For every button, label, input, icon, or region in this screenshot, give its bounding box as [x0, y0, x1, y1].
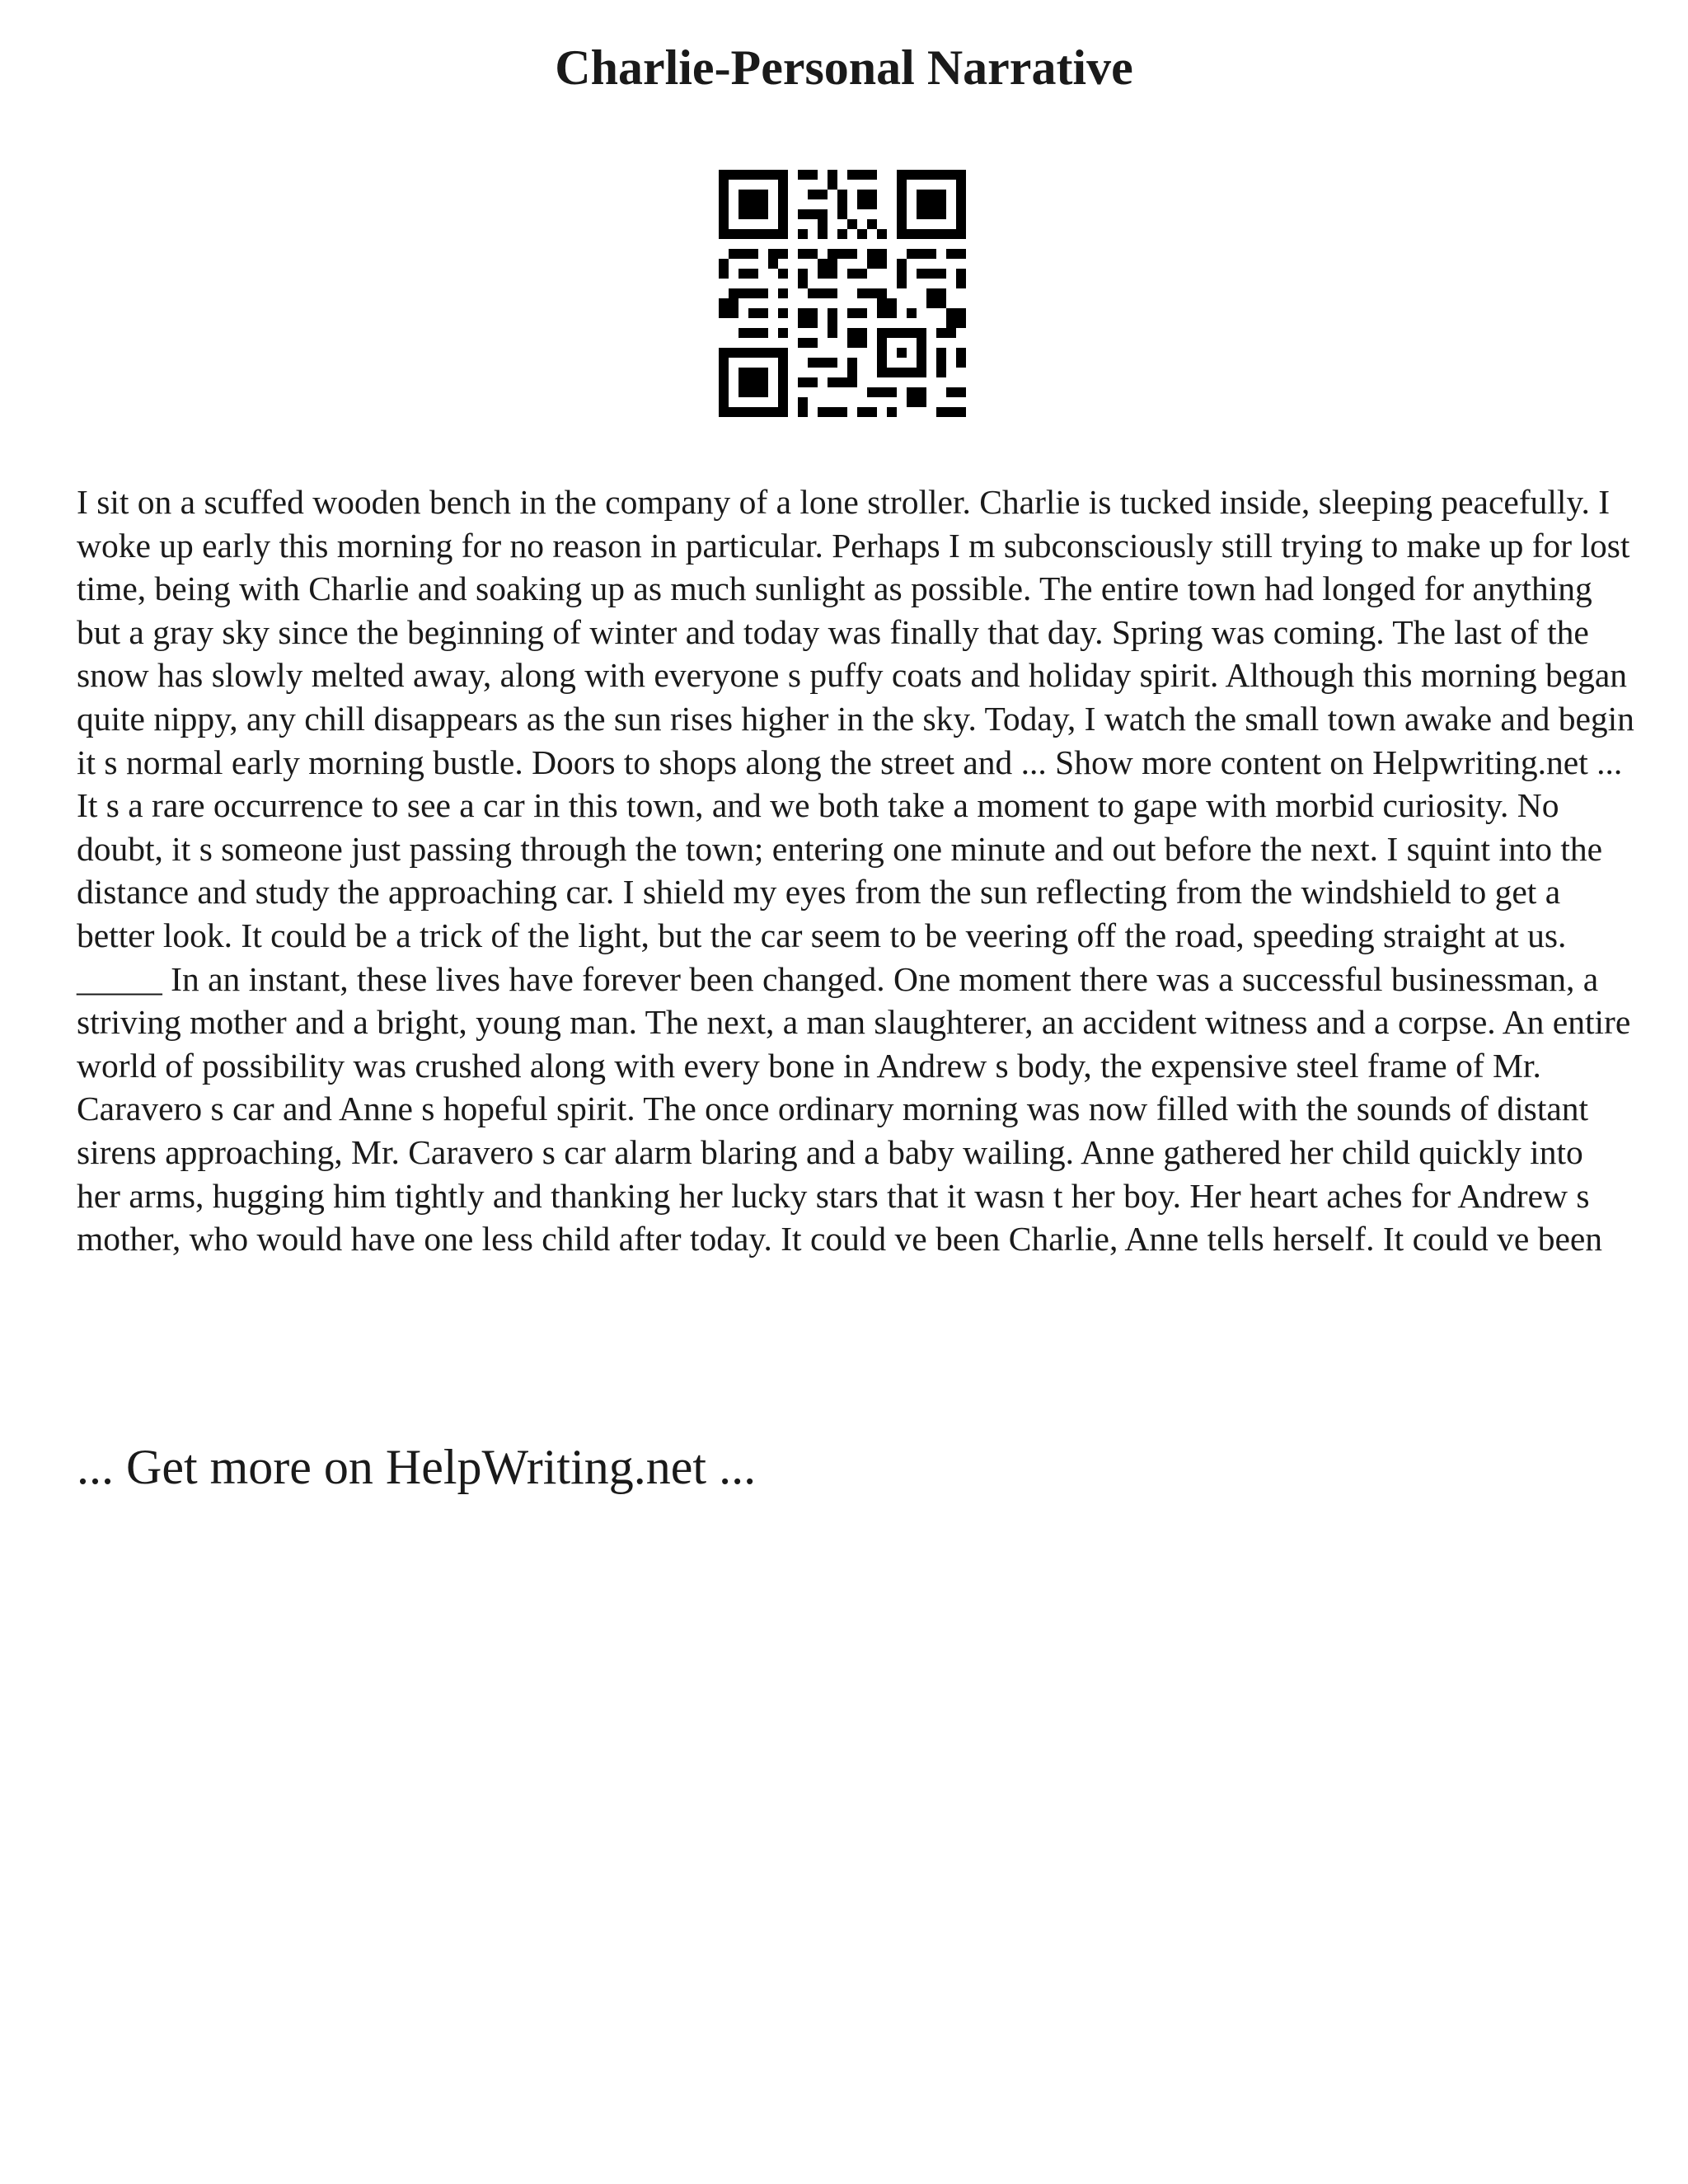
qr-code-icon[interactable] [719, 170, 966, 417]
narrative-body [77, 480, 1634, 1261]
get-more-link[interactable]: ... Get more on HelpWriting.net ... [77, 1440, 757, 1494]
paragraph: I sit on a scuffed wooden bench in the company of a lone stroller. Charlie is tucked inside, sleeping peacefully. I woke up early this morning for no reason in particular. Perhaps I m subconsciously still trying to make up for lost time, being with Charlie and soaking up as much sunlight as possible. The entire town had longed for anything but a gray sky since the beginning of winter and today was finally that day. Spring was coming. The last of the snow has slowly melted away, along with everyone s puffy coats and holiday spirit. Although this morning began quite nippy, any chill disappears as the sun rises higher in the sky. Today, I watch the small town awake and begin it s normal early morning bustle. Doors to shops along the street and ... Show more content on Helpwriting.net ... [77, 483, 1634, 781]
page-title: Charlie-Personal Narrative [555, 40, 1133, 95]
paragraph: It s a rare occurrence to see a car in this town, and we both take a moment to gape with morbid curiosity. No doubt, it s someone just passing through the town; entering one minute and out before the next. I squint into the distance and study the approaching car. I shield my eyes from the sun reflecting from the windshield to get a better look. It could be a trick of the light, but the car seem to be veering off the road, speeding straight at us. _____ In an instant, these lives have forever been changed. One moment there was a successful businessman, a striving mother and a bright, young man. The next, a man slaughterer, an accident witness and a corpse. An entire world of possibility was crushed along with every bone in Andrew s body, the expensive steel frame of Mr. Caravero s car and Anne s hopeful spirit. The once ordinary morning was now filled with the sounds of distant sirens approaching, Mr. Caravero s car alarm blaring and a baby wailing. Anne gathered her child quickly into her arms, hugging him tightly and thanking her lucky stars that it wasn t her boy. Her heart aches for Andrew s mother, who would have one less child after today. It could ve been Charlie, Anne tells herself. It could ve been [77, 786, 1631, 1258]
